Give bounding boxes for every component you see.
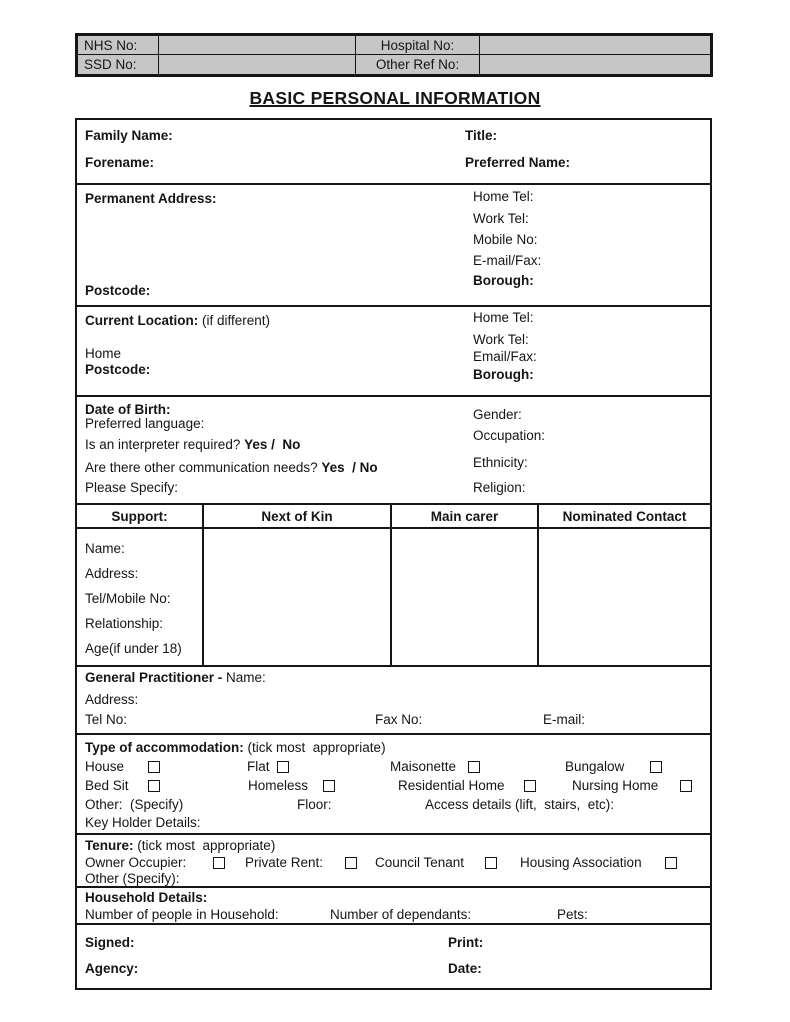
family-name-label: Family Name: [85,128,173,143]
section-tenure [77,833,710,886]
gender-label: Gender: [473,407,522,422]
bungalow-label: Bungalow [565,759,625,774]
occupation-label: Occupation: [473,428,546,443]
access-details-label: Access details (lift, stairs, etc): [425,797,615,812]
borough-label: Borough: [473,273,534,288]
hospital-no-label: Hospital No: [356,36,480,55]
work-tel-label: Work Tel: [473,211,529,226]
household-details-label: Household Details: [85,890,208,905]
contact-name-label: Name: [85,541,125,556]
gp-address-label: Address: [85,692,139,707]
agency-label: Agency: [85,961,139,976]
owner-occupier-label: Owner Occupier: [85,855,187,870]
private-rent-checkbox[interactable] [345,857,357,869]
current-borough-label: Borough: [473,367,534,382]
other-specify-label: Other: (Specify) [85,797,184,812]
residential-home-label: Residential Home [398,778,505,793]
private-rent-label: Private Rent: [245,855,324,870]
dob-label: Date of Birth: [85,402,171,417]
housing-association-label: Housing Association [520,855,642,870]
accommodation-heading: Type of accommodation: (tick most appropriate) [85,740,386,755]
reference-number-table [75,33,713,77]
print-label: Print: [448,935,484,950]
permanent-address-label: Permanent Address: [85,191,217,206]
bungalow-checkbox[interactable] [650,761,662,773]
maisonette-checkbox[interactable] [468,761,480,773]
nhs-no-value[interactable] [159,36,356,55]
section-names [77,120,710,183]
religion-label: Religion: [473,480,526,495]
section-signature [77,923,710,988]
mobile-no-label: Mobile No: [473,232,538,247]
tenure-heading: Tenure: (tick most appropriate) [85,838,276,853]
preferred-language-label: Preferred language: [85,416,205,431]
current-work-tel-label: Work Tel: [473,332,529,347]
flat-checkbox[interactable] [277,761,289,773]
key-holder-label: Key Holder Details: [85,815,201,830]
nhs-no-label: NHS No: [78,36,159,55]
nursing-home-checkbox[interactable] [680,780,692,792]
signed-label: Signed: [85,935,135,950]
contact-tel-label: Tel/Mobile No: [85,591,171,606]
maisonette-label: Maisonette [390,759,457,774]
section-accommodation [77,733,710,833]
current-postcode-label: Postcode: [85,362,151,377]
next-of-kin-header: Next of Kin [204,505,392,527]
contacts-table-body [77,527,710,665]
household-pets-label: Pets: [557,907,588,922]
hospital-no-value[interactable] [480,36,710,55]
owner-occupier-checkbox[interactable] [213,857,225,869]
please-specify-label: Please Specify: [85,480,179,495]
section-current-location [77,305,710,395]
main-carer-header: Main carer [392,505,539,527]
section-gp [77,665,710,733]
homeless-label: Homeless [248,778,309,793]
title-label: Title: [465,128,498,143]
contact-age-label: Age(if under 18) [85,641,182,656]
contact-relationship-label: Relationship: [85,616,164,631]
section-personal-details [77,395,710,503]
communication-question: Are there other communication needs? Yes / No [85,460,378,475]
contacts-table-header [77,503,710,527]
house-checkbox[interactable] [148,761,160,773]
current-email-fax-label: Email/Fax: [473,349,537,364]
preferred-name-label: Preferred Name: [465,155,571,170]
bed-sit-label: Bed Sit [85,778,129,793]
council-tenant-checkbox[interactable] [485,857,497,869]
ethnicity-label: Ethnicity: [473,455,528,470]
contact-address-label: Address: [85,566,139,581]
main-form [75,118,712,990]
gp-fax-label: Fax No: [375,712,423,727]
current-location-label: Current Location: (if different) [85,313,271,328]
home-tel-label: Home Tel: [473,189,534,204]
gp-tel-label: Tel No: [85,712,128,727]
nursing-home-label: Nursing Home [572,778,659,793]
interpreter-question: Is an interpreter required? Yes / No [85,437,301,452]
ssd-no-value[interactable] [159,55,356,74]
nominated-contact-cell[interactable] [539,529,710,665]
main-carer-cell[interactable] [392,529,539,665]
gp-email-label: E-mail: [543,712,586,727]
homeless-checkbox[interactable] [323,780,335,792]
residential-home-checkbox[interactable] [524,780,536,792]
other-ref-no-label: Other Ref No: [356,55,480,74]
nominated-contact-header: Nominated Contact [562,508,687,524]
flat-label: Flat [247,759,270,774]
council-tenant-label: Council Tenant [375,855,465,870]
date-label: Date: [448,961,482,976]
bed-sit-checkbox[interactable] [148,780,160,792]
ssd-no-label: SSD No: [78,55,159,74]
other-ref-no-value[interactable] [480,55,710,74]
floor-label: Floor: [297,797,332,812]
current-home-tel-label: Home Tel: [473,310,534,325]
postcode-label: Postcode: [85,283,151,298]
household-people-label: Number of people in Household: [85,907,279,922]
tenure-other-label: Other (Specify): [85,871,180,886]
gp-name-label: General Practitioner - Name: [85,670,266,685]
section-permanent-address [77,183,710,305]
email-fax-label: E-mail/Fax: [473,253,542,268]
section-household [77,886,710,923]
support-header: Support: [77,505,204,527]
forename-label: Forename: [85,155,155,170]
page-title: BASIC PERSONAL INFORMATION [249,88,541,108]
house-label: House [85,759,125,774]
housing-association-checkbox[interactable] [665,857,677,869]
household-dependants-label: Number of dependants: [330,907,472,922]
support-row-labels [77,529,204,665]
next-of-kin-cell[interactable] [204,529,392,665]
home-text: Home [85,346,122,361]
